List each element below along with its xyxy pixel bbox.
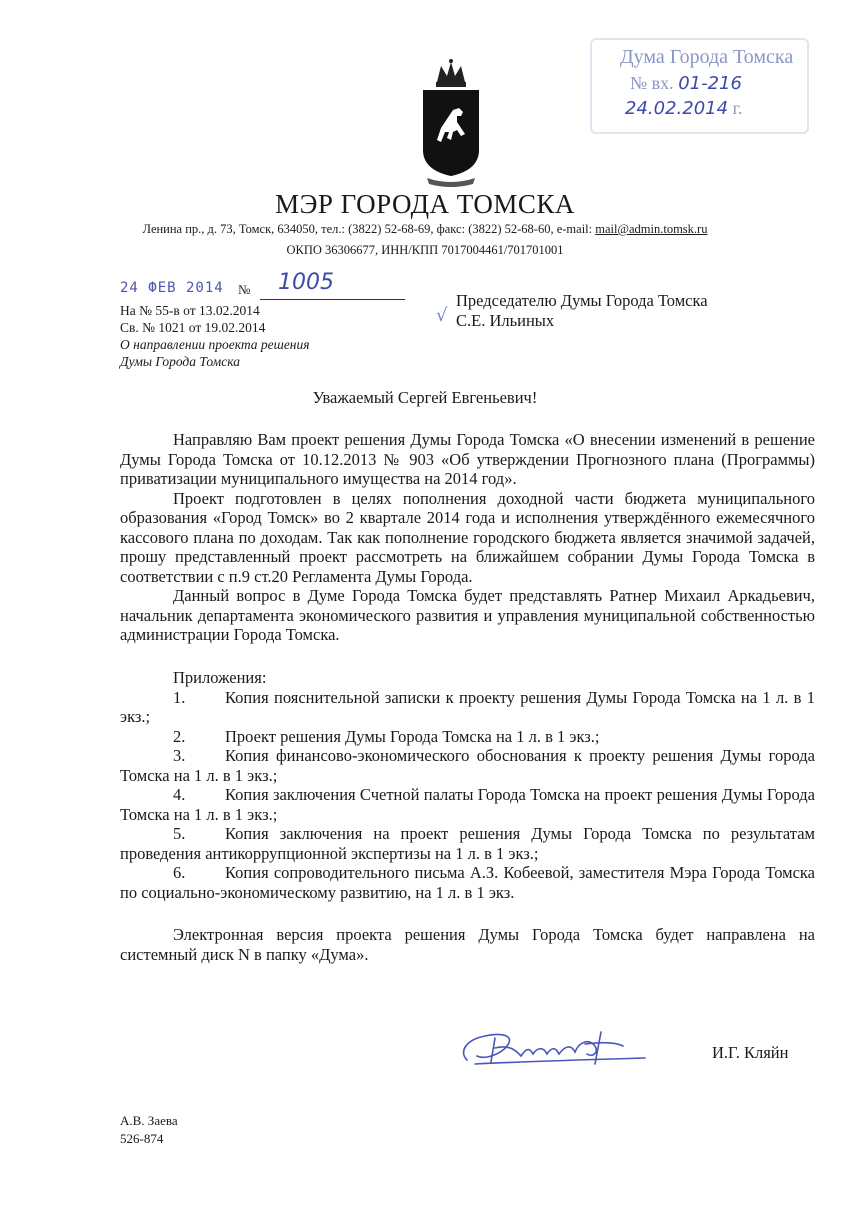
- letter-body: [120, 430, 815, 645]
- outgoing-registration: [120, 270, 410, 297]
- outgoing-number-label: №: [238, 282, 251, 297]
- list-item-number: 1.: [173, 687, 186, 707]
- list-item-text: Копия заключения Счетной палаты Города Томска на проект решения Думы Города Томска на 1 л. в 1 экз.;: [120, 785, 815, 824]
- list-item: [120, 688, 815, 727]
- body-paragraph-1: Направляю Вам проект решения Думы Города Томска «О внесении изменений в решение Думы Города Томска от 10.12.2013 № 903 «Об утверждении Прогнозного плана (Программы) приватизации муниципального имущества на 2014 год».: [120, 430, 815, 488]
- salutation: Уважаемый Сергей Евгеньевич!: [312, 388, 538, 407]
- list-item-text: Копия заключения на проект решения Думы Города Томска по результатам проведения антикоррупционной экспертизы на 1 л. в 1 экз.;: [120, 824, 815, 863]
- reference-line-2: Св. № 1021 от 19.02.2014: [120, 320, 266, 335]
- contact-email-link[interactable]: mail@admin.tomsk.ru: [595, 222, 708, 236]
- list-item: [120, 863, 815, 902]
- contact-address: Ленина пр., д. 73, Томск, 634050, тел.: (3822) 52-68-69, факс: (3822) 52-68-60, e-mail:: [142, 222, 596, 236]
- attachments-list: [120, 668, 815, 902]
- list-item-number: 4.: [173, 785, 186, 804]
- list-item-text: Копия сопроводительного письма А.З. Кобеевой, заместителя Мэра Города Томска по социально-экономическому развитию, на 1 л. в 1 экз.: [120, 863, 815, 902]
- attachments-heading: Приложения:: [173, 668, 267, 687]
- organization-codes: ОКПО 36306677, ИНН/КПП 7017004461/701701001: [286, 243, 564, 257]
- executor-name: А.В. Заева: [120, 1113, 178, 1128]
- outgoing-date: 24 ФЕВ 2014: [120, 280, 224, 296]
- list-item: [120, 785, 815, 824]
- contact-line: [0, 222, 850, 237]
- list-item-text: Копия пояснительной записки к проекту решения Думы Города Томска на 1 л. в 1 экз.;: [120, 687, 815, 726]
- list-item-text: Копия финансово-экономического обоснования к проекту решения Думы города Томска на 1 л. в 1 экз.;: [120, 746, 815, 785]
- list-item-number: 2.: [173, 726, 186, 746]
- outgoing-number: 1005: [278, 270, 334, 295]
- addressee-position: Председателю Думы Города Томска: [456, 291, 708, 310]
- list-item-number: 6.: [173, 863, 186, 882]
- electronic-version-note: Электронная версия проекта решения Думы Города Томска будет направлена на системный диск N в папку «Дума».: [120, 925, 815, 964]
- stamp-date-value: 24.02.2014: [625, 98, 729, 119]
- stamp-date: 24.02.2014 г.: [625, 98, 743, 119]
- reference-line-1: На № 55-в от 13.02.2014: [120, 303, 260, 318]
- list-item: [120, 746, 815, 785]
- subject-line-2: Думы Города Томска: [120, 354, 240, 369]
- reference-block: [120, 302, 310, 370]
- subject-line-1: О направлении проекта решения: [120, 337, 310, 352]
- body-paragraph-2: Проект подготовлен в целях пополнения доходной части бюджета муниципального образования «Город Томск» во 2 квартале 2014 года и исполнения утверждённого ежемесячного кассового плана по доходам. Так как пополнение городского бюджета является значимой задачей, прошу представленный проект рассмотреть на ближайшем собрании Думы Города Томска в соответствии с п.9 ст.20 Регламента Думы Города.: [120, 488, 815, 586]
- incoming-registration-stamp: [590, 38, 805, 130]
- addressee-name: С.Е. Ильиных: [456, 311, 555, 330]
- executor-block: [120, 1112, 178, 1148]
- list-item-text: Проект решения Думы Города Томска на 1 л. в 1 экз.;: [225, 726, 600, 746]
- stamp-incoming-number-value: 01-216: [678, 73, 742, 94]
- executor-phone: 526-874: [120, 1131, 164, 1146]
- list-item: [120, 824, 815, 863]
- handwritten-signature: [455, 1022, 655, 1072]
- list-item: [120, 727, 815, 747]
- body-paragraph-3: Данный вопрос в Думе Города Томска будет представлять Ратнер Михаил Аркадьевич, начальник департамента экономического развития и управления муниципальной собственностью администрации Города Томска.: [120, 586, 815, 644]
- number-underline: [260, 299, 405, 300]
- coat-of-arms-icon: [415, 58, 487, 190]
- list-item-number: 3.: [173, 746, 186, 765]
- list-item-number: 5.: [173, 824, 186, 843]
- page-title: МЭР ГОРОДА ТОМСКА: [275, 189, 575, 219]
- signatory-name: И.Г. Кляйн: [712, 1043, 789, 1062]
- stamp-incoming-number: № вх. 01-216: [630, 73, 742, 94]
- addressee-block: [456, 291, 708, 331]
- stamp-organization: Дума Города Томска: [620, 46, 794, 68]
- checkmark-icon: √: [436, 305, 448, 326]
